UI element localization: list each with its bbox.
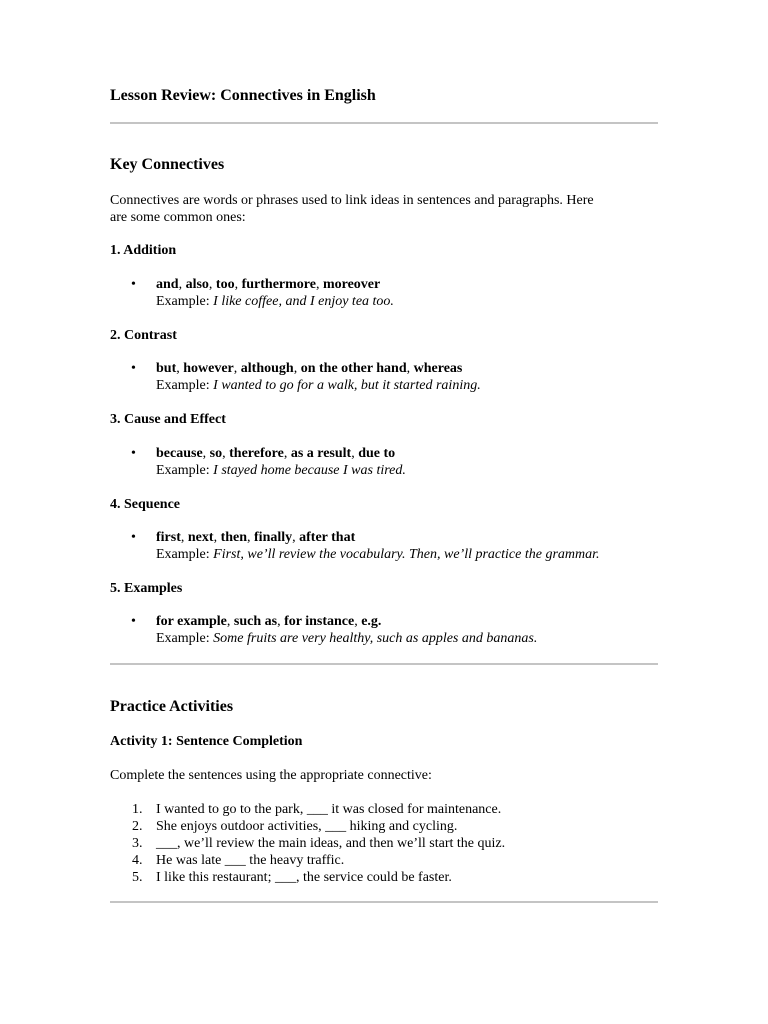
connective-term: on the other hand	[300, 361, 407, 376]
connective-term: however	[183, 361, 234, 376]
intro-line-1: Connectives are words or phrases used to link ideas in sentences and paragraphs. Here	[110, 193, 594, 208]
connective-terms: because, so, therefore, as a result, due to	[156, 446, 396, 461]
bullet-icon: •	[131, 361, 136, 376]
connective-term: as a result	[290, 446, 352, 461]
list-item-text: ___, we’ll review the main ideas, and then we’ll start the quiz.	[156, 836, 506, 851]
example-text: Some fruits are very healthy, such as apples and bananas.	[213, 631, 538, 646]
activity-1-list	[110, 801, 658, 886]
connective-term: moreover	[322, 277, 381, 292]
document-title: Lesson Review: Connectives in English	[110, 87, 376, 104]
connective-term: first	[156, 530, 181, 545]
connective-term: due to	[358, 446, 396, 461]
intro-paragraph	[110, 192, 658, 226]
category-heading-contrast: 2. Contrast	[110, 328, 177, 343]
connective-terms: for example, such as, for instance, e.g.	[156, 614, 382, 629]
connective-term: too	[215, 277, 235, 292]
divider-3	[110, 901, 658, 903]
connective-term: e.g.	[361, 614, 382, 629]
bullet-icon: •	[131, 530, 136, 545]
bullet-icon: •	[131, 446, 136, 461]
list-item	[110, 818, 658, 835]
connective-term: for example	[156, 614, 227, 629]
list-item-text: He was late ___ the heavy traffic.	[156, 853, 345, 868]
connective-term: although	[240, 361, 294, 376]
connective-term: for instance	[284, 614, 355, 629]
connective-term: next	[187, 530, 214, 545]
list-item-number: 3.	[132, 836, 143, 851]
connective-term: because	[156, 446, 203, 461]
connective-term: finally	[254, 530, 293, 545]
connective-term: but	[156, 361, 177, 376]
list-item	[110, 852, 658, 869]
example-label: Example:	[156, 378, 210, 393]
practice-activities-heading: Practice Activities	[110, 698, 234, 715]
activity-1-instruction: Complete the sentences using the appropriate connective:	[110, 768, 432, 783]
list-item-number: 5.	[132, 870, 143, 885]
list-item-number: 2.	[132, 819, 143, 834]
example-line	[156, 630, 658, 647]
example-line	[156, 546, 658, 563]
example-line	[156, 462, 658, 479]
category-heading-examples: 5. Examples	[110, 581, 183, 596]
example-label: Example:	[156, 463, 210, 478]
connective-term: such as	[233, 614, 278, 629]
category-heading-cause-effect: 3. Cause and Effect	[110, 412, 226, 427]
example-text: I wanted to go for a walk, but it started raining.	[213, 378, 481, 393]
example-label: Example:	[156, 631, 210, 646]
connective-term: therefore	[229, 446, 284, 461]
example-label: Example:	[156, 294, 210, 309]
bullet-icon: •	[131, 277, 136, 292]
bullet-icon: •	[131, 614, 136, 629]
example-text: I like coffee, and I enjoy tea too.	[213, 294, 394, 309]
example-label: Example:	[156, 547, 210, 562]
connective-term: then	[220, 530, 248, 545]
list-item-text: I wanted to go to the park, ___ it was closed for maintenance.	[156, 802, 502, 817]
example-line	[156, 377, 658, 394]
connective-term: furthermore	[241, 277, 316, 292]
connective-term: so	[209, 446, 223, 461]
connective-term: after that	[299, 530, 356, 545]
list-item	[110, 801, 658, 818]
example-text: I stayed home because I was tired.	[213, 463, 406, 478]
list-item	[110, 835, 658, 852]
connective-terms: first, next, then, finally, after that	[156, 530, 356, 545]
connective-term: also	[185, 277, 209, 292]
connective-terms: and, also, too, furthermore, moreover	[156, 277, 381, 292]
intro-line-2: are some common ones:	[110, 210, 246, 225]
example-line	[156, 293, 658, 310]
list-item-text: I like this restaurant; ___, the service could be faster.	[156, 870, 452, 885]
connective-term: whereas	[413, 361, 463, 376]
list-item-number: 4.	[132, 853, 143, 868]
list-item-text: She enjoys outdoor activities, ___ hiking and cycling.	[156, 819, 458, 834]
example-text: First, we’ll review the vocabulary. Then, we’ll practice the grammar.	[213, 547, 600, 562]
divider-1	[110, 122, 658, 124]
category-heading-addition: 1. Addition	[110, 243, 177, 258]
list-item-number: 1.	[132, 802, 143, 817]
activity-1-heading: Activity 1: Sentence Completion	[110, 734, 303, 749]
key-connectives-heading: Key Connectives	[110, 156, 225, 173]
list-item	[110, 869, 658, 886]
connective-terms: but, however, although, on the other hand, whereas	[156, 361, 463, 376]
category-heading-sequence: 4. Sequence	[110, 497, 180, 512]
connective-term: and	[156, 277, 179, 292]
divider-2	[110, 663, 658, 665]
